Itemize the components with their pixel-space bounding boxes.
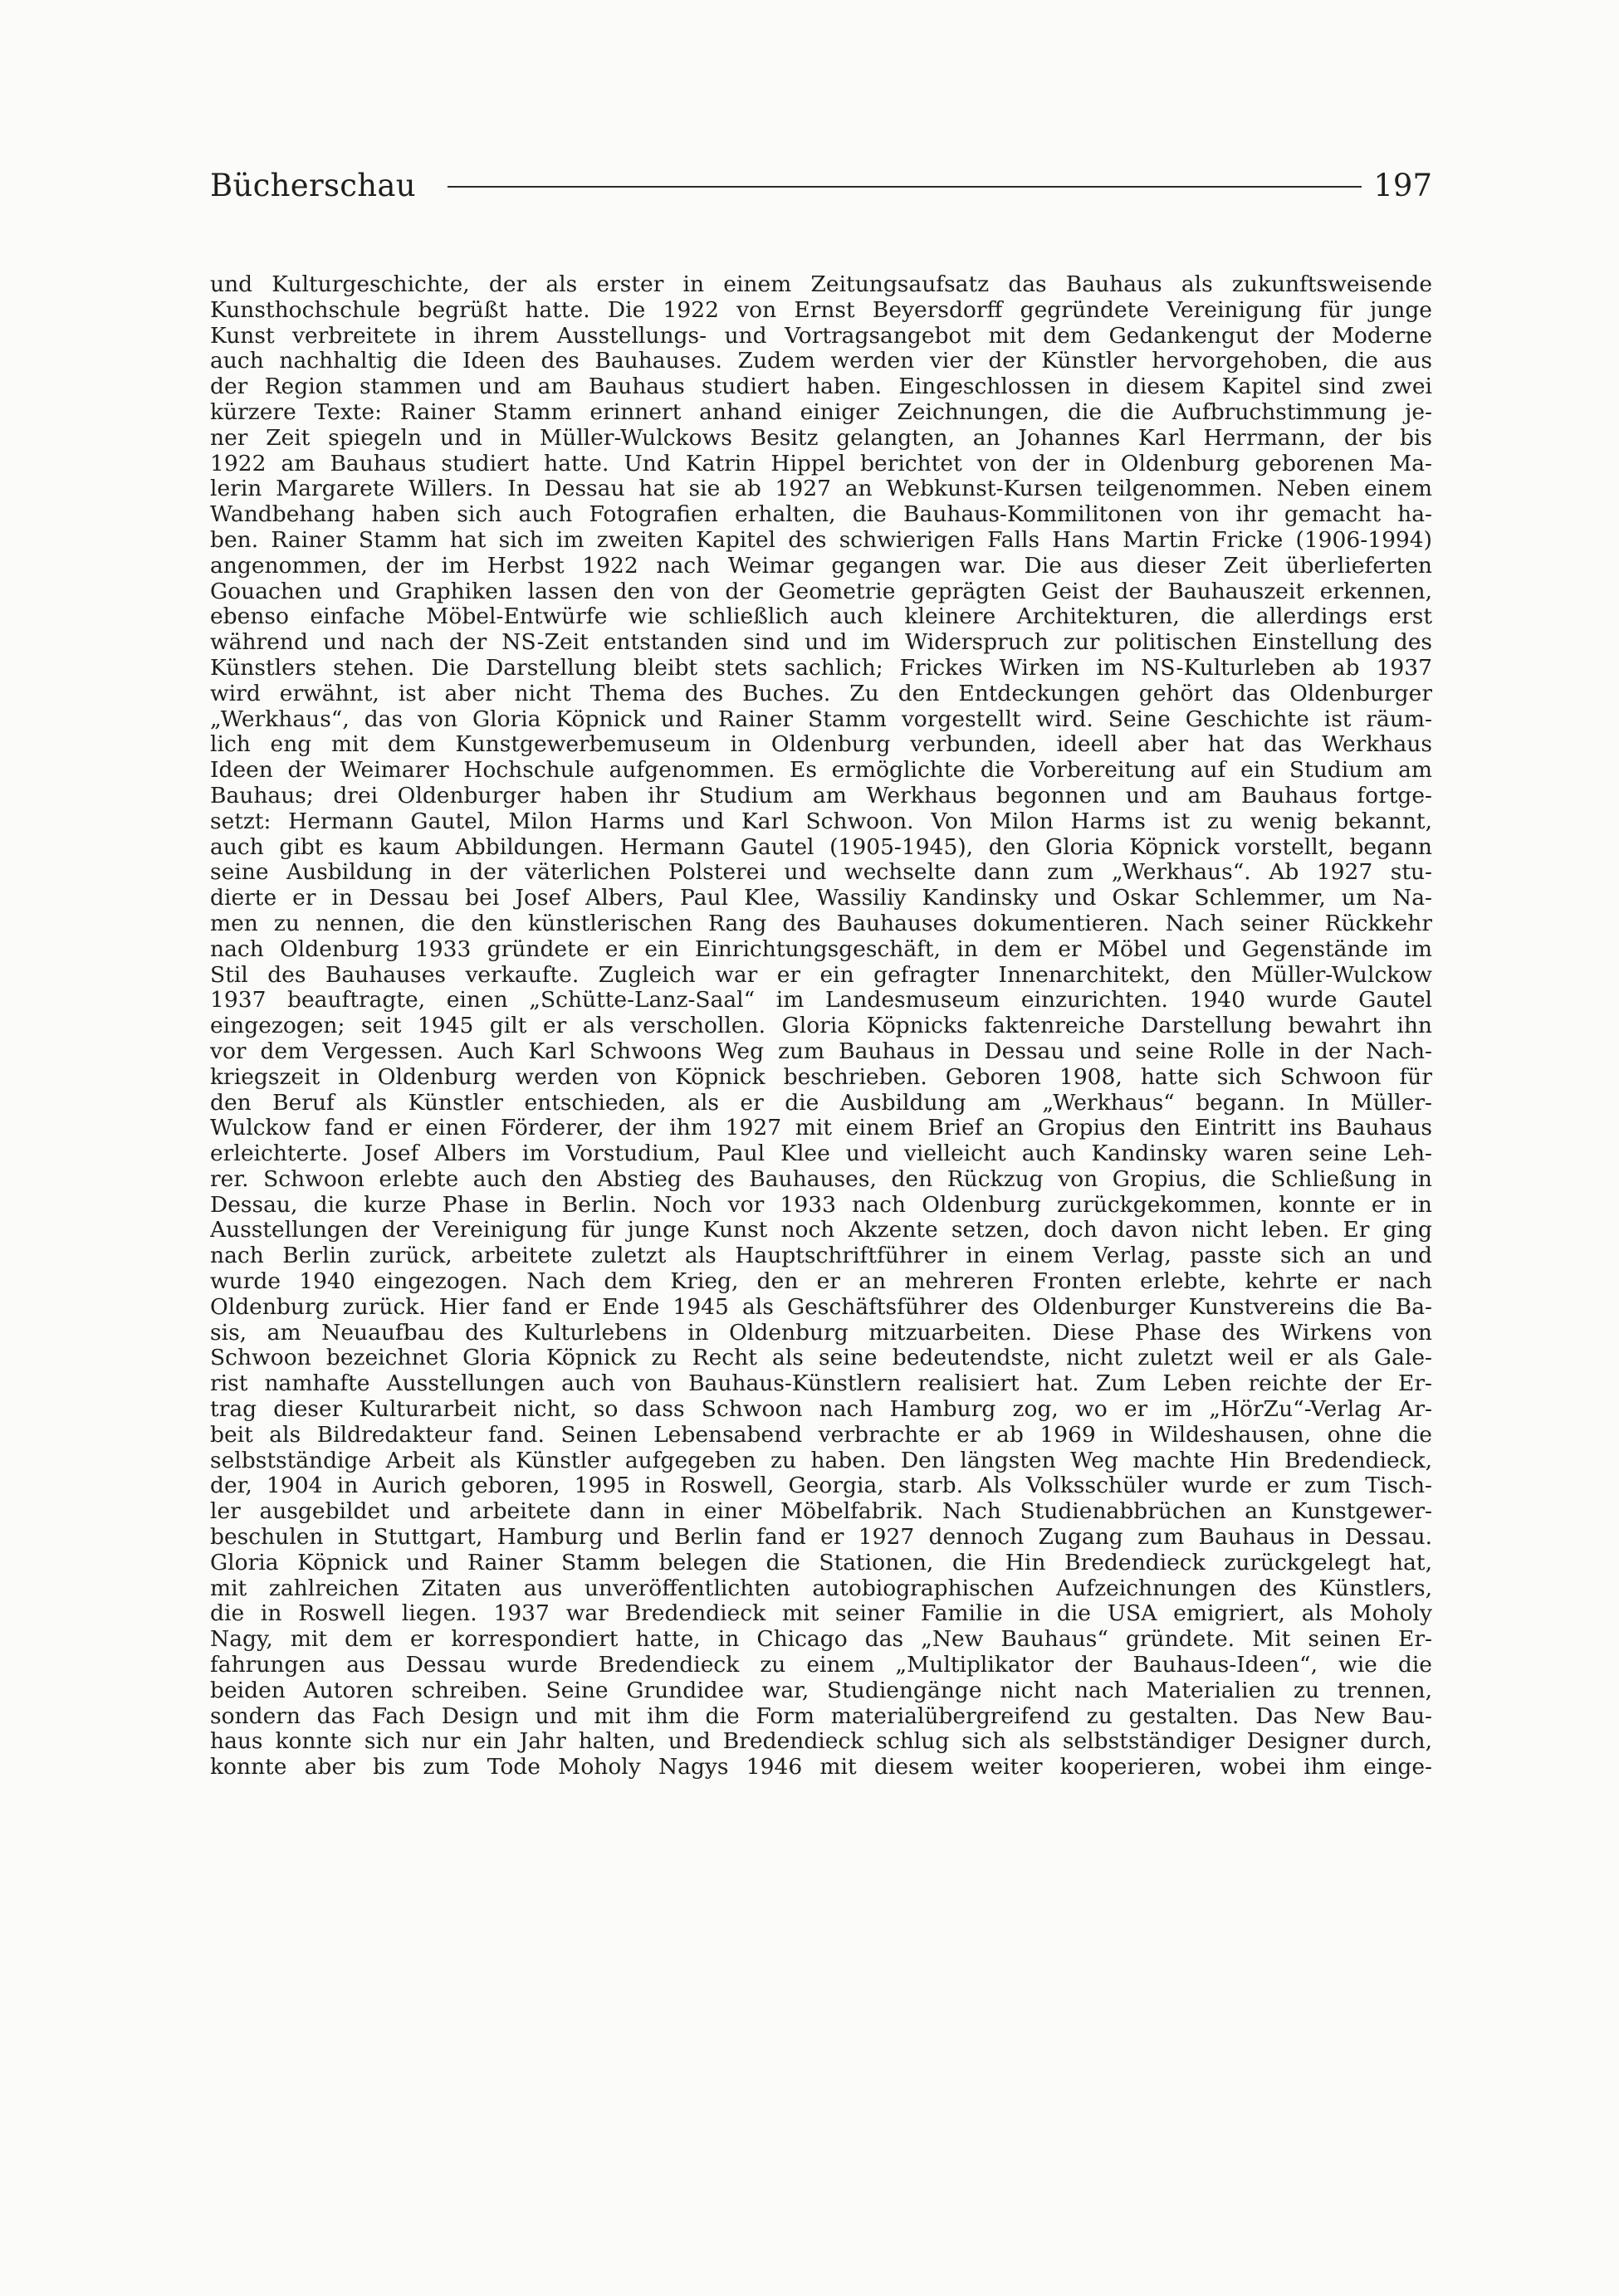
text-line: den Beruf als Künstler entschieden, als er die Ausbildung am „Werkhaus“ begann. In Müller- bbox=[210, 1090, 1432, 1116]
text-line: der Region stammen und am Bauhaus studiert haben. Eingeschlossen in diesem Kapitel sind zwei bbox=[210, 374, 1432, 400]
text-line: Wulckow fand er einen Förderer, der ihm 1927 mit einem Brief an Gropius den Eintritt ins Bauhaus bbox=[210, 1116, 1432, 1141]
text-line: Dessau, die kurze Phase in Berlin. Noch vor 1933 nach Oldenburg zurückgekommen, konnte er in bbox=[210, 1192, 1432, 1218]
text-line: Wandbehang haben sich auch Fotografien erhalten, die Bauhaus-Kommilitonen von ihr gemacht ha- bbox=[210, 502, 1432, 528]
text-line: men zu nennen, die den künstlerischen Rang des Bauhauses dokumentieren. Nach seiner Rückkehr bbox=[210, 911, 1432, 936]
text-line: fahrungen aus Dessau wurde Bredendieck zu einem „Multiplikator der Bauhaus-Ideen“, wie die bbox=[210, 1653, 1432, 1678]
text-line: beiden Autoren schreiben. Seine Grundidee war, Studiengänge nicht nach Materialien zu trennen, bbox=[210, 1678, 1432, 1703]
text-line: mit zahlreichen Zitaten aus unveröffentlichten autobiographischen Aufzeichnungen des Künstlers, bbox=[210, 1575, 1432, 1601]
text-line: dierte er in Dessau bei Josef Albers, Paul Klee, Wassiliy Kandinsky und Oskar Schlemmer, um Na- bbox=[210, 886, 1432, 911]
text-line: Kunsthochschule begrüßt hatte. Die 1922 von Ernst Beyersdorff gegründete Vereinigung für junge bbox=[210, 297, 1432, 323]
text-line: der, 1904 in Aurich geboren, 1995 in Roswell, Georgia, starb. Als Volksschüler wurde er zum Tisch- bbox=[210, 1473, 1432, 1499]
text-line: nach Oldenburg 1933 gründete er ein Einrichtungsgeschäft, in dem er Möbel und Gegenstände im bbox=[210, 936, 1432, 962]
text-line: eingezogen; seit 1945 gilt er als verschollen. Gloria Köpnicks faktenreiche Darstellung bewahrt ihn bbox=[210, 1014, 1432, 1039]
page-number: 197 bbox=[1373, 167, 1432, 203]
text-line: haus konnte sich nur ein Jahr halten, und Bredendieck schlug sich als selbstständiger Designer durch, bbox=[210, 1729, 1432, 1755]
text-line: Nagy, mit dem er korrespondiert hatte, in Chicago das „New Bauhaus“ gründete. Mit seinen Er- bbox=[210, 1627, 1432, 1653]
text-line: lerin Margarete Willers. In Dessau hat sie ab 1927 an Webkunst-Kursen teilgenommen. Neben einem bbox=[210, 476, 1432, 502]
text-line: ler ausgebildet und arbeitete dann in einer Möbelfabrik. Nach Studienabbrüchen an Kunstgewer- bbox=[210, 1499, 1432, 1525]
text-line: rist namhafte Ausstellungen auch von Bauhaus-Künstlern realisiert hat. Zum Leben reichte der Er- bbox=[210, 1371, 1432, 1397]
text-line: sis, am Neuaufbau des Kulturlebens in Oldenburg mitzuarbeiten. Diese Phase des Wirkens von bbox=[210, 1320, 1432, 1346]
text-line: beschulen in Stuttgart, Hamburg und Berlin fand er 1927 dennoch Zugang zum Bauhaus in Dessau. bbox=[210, 1525, 1432, 1551]
text-line: Künstlers stehen. Die Darstellung bleibt stets sachlich; Frickes Wirken im NS-Kulturleben ab 1937 bbox=[210, 655, 1432, 681]
text-line: Bauhaus; drei Oldenburger haben ihr Studium am Werkhaus begonnen und am Bauhaus fortge- bbox=[210, 783, 1432, 808]
text-line: 1922 am Bauhaus studiert hatte. Und Katrin Hippel berichtet von der in Oldenburg geborenen Ma- bbox=[210, 451, 1432, 476]
text-line: Gouachen und Graphiken lassen den von der Geometrie geprägten Geist der Bauhauszeit erkennen, bbox=[210, 579, 1432, 604]
text-line: beit als Bildredakteur fand. Seinen Lebensabend verbrachte er ab 1969 in Wildeshausen, ohne die bbox=[210, 1422, 1432, 1448]
text-line: „Werkhaus“, das von Gloria Köpnick und Rainer Stamm vorgestellt wird. Seine Geschichte ist räum- bbox=[210, 706, 1432, 732]
text-line: seine Ausbildung in der väterlichen Polsterei und wechselte dann zum „Werkhaus“. Ab 1927 stu- bbox=[210, 860, 1432, 886]
text-line: ner Zeit spiegeln und in Müller-Wulckows Besitz gelangten, an Johannes Karl Herrmann, der bis bbox=[210, 425, 1432, 451]
text-line: während und nach der NS-Zeit entstanden sind und im Widerspruch zur politischen Einstellung des bbox=[210, 630, 1432, 656]
text-line: auch gibt es kaum Abbildungen. Hermann Gautel (1905-1945), den Gloria Köpnick vorstellt, begann bbox=[210, 834, 1432, 860]
text-line: Gloria Köpnick und Rainer Stamm belegen die Stationen, die Hin Bredendieck zurückgelegt hat, bbox=[210, 1550, 1432, 1575]
text-line: Schwoon bezeichnet Gloria Köpnick zu Recht als seine bedeutendste, nicht zuletzt weil er als Gale- bbox=[210, 1346, 1432, 1371]
text-line: ben. Rainer Stamm hat sich im zweiten Kapitel des schwierigen Falls Hans Martin Fricke (1906-1994) bbox=[210, 527, 1432, 553]
text-line: ebenso einfache Möbel-Entwürfe wie schließlich auch kleinere Architekturen, die allerdings erst bbox=[210, 604, 1432, 630]
text-line: kürzere Texte: Rainer Stamm erinnert anhand einiger Zeichnungen, die die Aufbruchstimmung je- bbox=[210, 399, 1432, 425]
text-line: wurde 1940 eingezogen. Nach dem Krieg, den er an mehreren Fronten erlebte, kehrte er nach bbox=[210, 1269, 1432, 1295]
text-line: kriegszeit in Oldenburg werden von Köpnick beschrieben. Geboren 1908, hatte sich Schwoon für bbox=[210, 1064, 1432, 1090]
text-line: angenommen, der im Herbst 1922 nach Weimar gegangen war. Die aus dieser Zeit überlieferten bbox=[210, 553, 1432, 579]
header-rule bbox=[448, 186, 1362, 188]
text-line: vor dem Vergessen. Auch Karl Schwoons Weg zum Bauhaus in Dessau und seine Rolle in der Nach- bbox=[210, 1038, 1432, 1064]
text-line: die in Roswell liegen. 1937 war Bredendieck mit seiner Familie in die USA emigriert, als Moholy bbox=[210, 1601, 1432, 1627]
text-line: erleichterte. Josef Albers im Vorstudium, Paul Klee und vielleicht auch Kandinsky waren seine Leh- bbox=[210, 1141, 1432, 1167]
text-line: Ideen der Weimarer Hochschule aufgenommen. Es ermöglichte die Vorbereitung auf ein Studium am bbox=[210, 758, 1432, 784]
text-line: selbstständige Arbeit als Künstler aufgegeben zu haben. Den längsten Weg machte Hin Bredendieck, bbox=[210, 1448, 1432, 1473]
text-line: Oldenburg zurück. Hier fand er Ende 1945 als Geschäftsführer des Oldenburger Kunstvereins die Ba- bbox=[210, 1294, 1432, 1320]
text-line: 1937 beauftragte, einen „Schütte-Lanz-Saal“ im Landesmuseum einzurichten. 1940 wurde Gautel bbox=[210, 988, 1432, 1014]
text-line: Ausstellungen der Vereinigung für junge Kunst noch Akzente setzen, doch davon nicht leben. Er ging bbox=[210, 1218, 1432, 1243]
text-line: lich eng mit dem Kunstgewerbemuseum in Oldenburg verbunden, ideell aber hat das Werkhaus bbox=[210, 732, 1432, 758]
running-header bbox=[210, 164, 1432, 206]
text-line: trag dieser Kulturarbeit nicht, so dass Schwoon nach Hamburg zog, wo er im „HörZu“-Verlag Ar- bbox=[210, 1397, 1432, 1423]
body-text bbox=[210, 272, 1432, 2190]
section-title: Bücherschau bbox=[210, 167, 416, 203]
text-line: Stil des Bauhauses verkaufte. Zugleich war er ein gefragter Innenarchitekt, den Müller-Wulckow bbox=[210, 962, 1432, 988]
text-line: nach Berlin zurück, arbeitete zuletzt als Hauptschriftführer in einem Verlag, passte sich an und bbox=[210, 1243, 1432, 1269]
text-line: auch nachhaltig die Ideen des Bauhauses. Zudem werden vier der Künstler hervorgehoben, die aus bbox=[210, 349, 1432, 374]
text-line: Kunst verbreitete in ihrem Ausstellungs- und Vortragsangebot mit dem Gedankengut der Moderne bbox=[210, 323, 1432, 349]
text-line: und Kulturgeschichte, der als erster in einem Zeitungsaufsatz das Bauhaus als zukunftsweisende bbox=[210, 272, 1432, 297]
text-line: sondern das Fach Design und mit ihm die Form materialübergreifend zu gestalten. Das New Bau- bbox=[210, 1703, 1432, 1729]
text-line: rer. Schwoon erlebte auch den Abstieg des Bauhauses, den Rückzug von Gropius, die Schließung in bbox=[210, 1166, 1432, 1192]
text-line: setzt: Hermann Gautel, Milon Harms und Karl Schwoon. Von Milon Harms ist zu wenig bekannt, bbox=[210, 808, 1432, 834]
text-line: wird erwähnt, ist aber nicht Thema des Buches. Zu den Entdeckungen gehört das Oldenburger bbox=[210, 681, 1432, 706]
text-line: konnte aber bis zum Tode Moholy Nagys 1946 mit diesem weiter kooperieren, wobei ihm einge- bbox=[210, 1755, 1432, 1781]
